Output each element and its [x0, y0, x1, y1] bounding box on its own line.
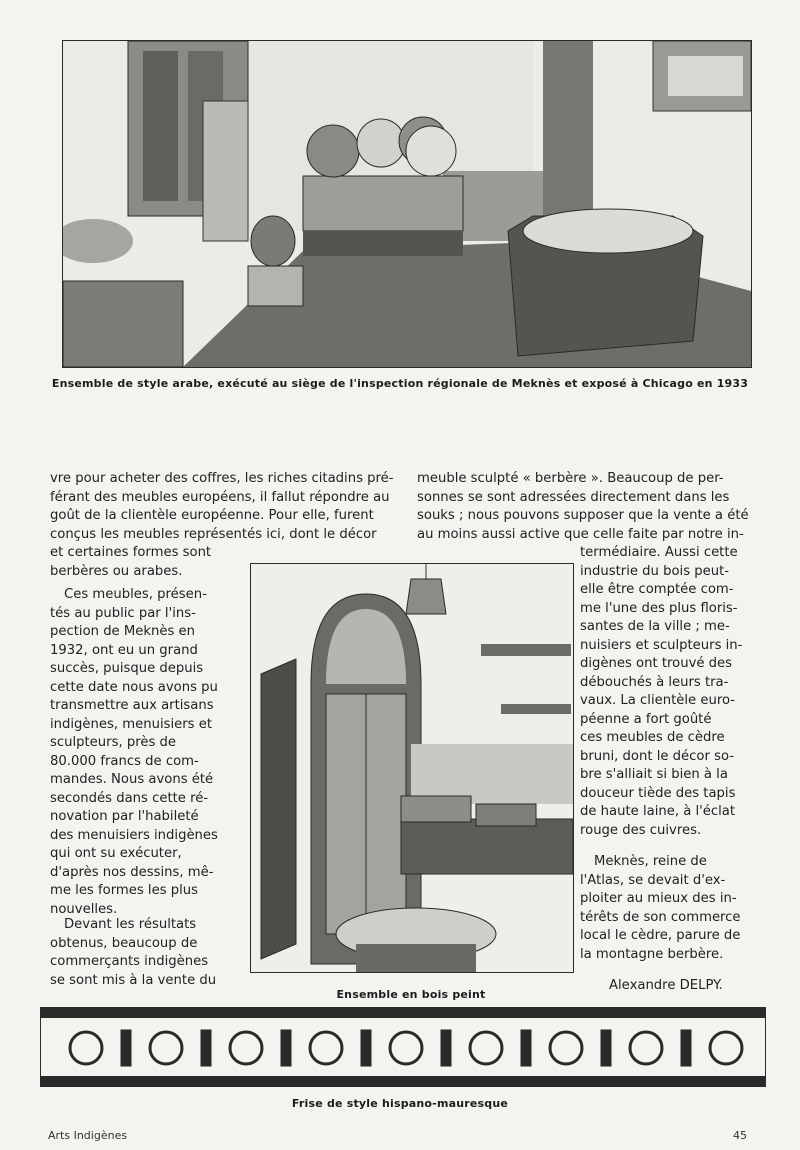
right-paragraph-1-top: meuble sculpté « berbère ». Beaucoup de per- sonnes se sont adressées directement dans les souks ; nous pouvons supposer que la vente a été au moins aussi active que celle faite par notre in- — [417, 471, 749, 542]
frieze-illustration — [40, 1007, 766, 1087]
page-number: 45 — [733, 1129, 747, 1142]
left-paragraph-3: Devant les résultats obtenus, beaucoup de commerçants indigènes se sont mis à la vente du — [50, 917, 217, 988]
top-illustration — [62, 40, 752, 368]
footer-publication: Arts Indigènes — [48, 1129, 128, 1142]
moroccan-interior-illustration — [63, 41, 751, 367]
left-paragraph-2: Ces meubles, présen- tés au public par l'ins- pection de Meknès en 1932, ont eu un grand succès, puisque depuis cette date nous avons pu transmettre aux artisans indigènes, menuisiers et sculpteurs, près de 80.000 francs de com- mandes. Nous avons été secondés dans cette ré- novation par l'habileté des menuisiers indigènes qui ont su exécuter, d'après nos dessins, mê- me les formes les plus nouvelles. — [50, 587, 218, 917]
middle-illustration — [250, 563, 574, 973]
middle-figure-caption: Ensemble en bois peint — [336, 988, 486, 1001]
right-paragraph-2: Meknès, reine de l'Atlas, se devait d'ex- ploiter au mieux des in- térêts de son commerce local le cèdre, parure de la montagne berbère. — [580, 854, 741, 962]
hispano-moresque-frieze — [41, 1008, 765, 1086]
painted-wood-interior-illustration — [251, 564, 573, 972]
frieze-caption: Frise de style hispano-mauresque — [291, 1097, 509, 1110]
signature: Alexandre DELPY. — [609, 978, 723, 993]
top-figure-caption: Ensemble de style arabe, exécuté au siège de l'inspection régionale de Meknès et exposé à Chicago en 1933 — [51, 377, 749, 390]
left-paragraph-1: vre pour acheter des coffres, les riches citadins pré- férant des meubles européens, il fallut répondre au goût de la clientèle européenne. Pour elle, furent conçus les meubles représentés ici, dont le décor et certaines formes sont berbères ou arabes. — [50, 471, 394, 579]
right-paragraph-1-narrow: termédiaire. Aussi cette industrie du bois peut- elle être comptée com- me l'une des plus floris- santes de la ville ; me- nuisiers et sculpteurs in- digènes ont trouvé des débouchés à leurs tra- vaux. La clientèle euro- péenne a fort goûté ces meubles de cèdre bruni, dont le décor so- bre s'alliait si bien à la douceur tiède des tapis de haute laine, à l'éclat rouge des cuivres. — [580, 545, 743, 838]
